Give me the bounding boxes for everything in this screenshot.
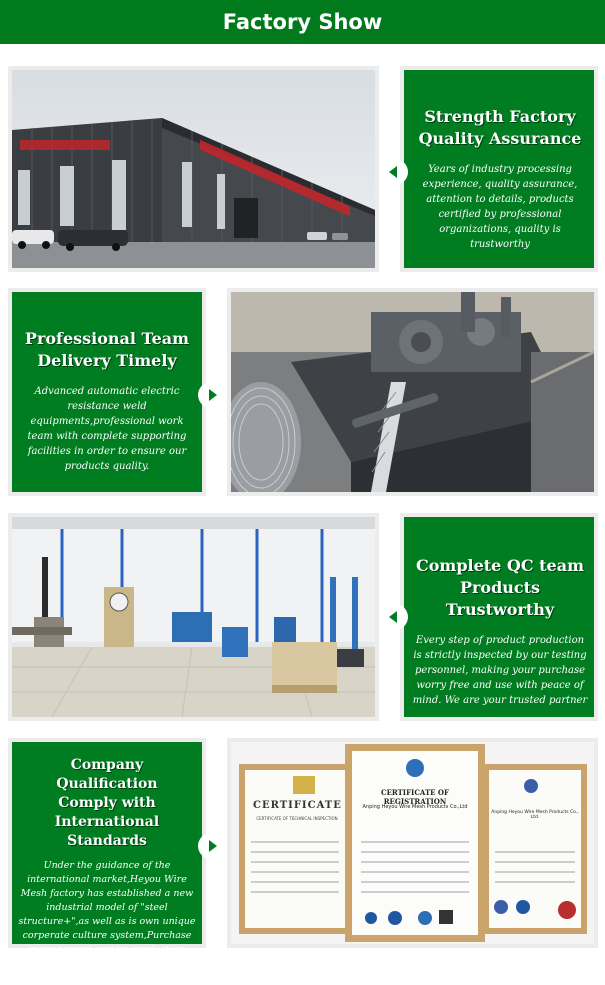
title-line-2: Delivery Timely (37, 351, 177, 370)
title-line-1: Complete QC team (415, 556, 585, 575)
panel-body: Every step of product production is strictly inspected by our testing personnel, making your purchase worry free and use with peace of mind. We are your trusted partner (412, 635, 588, 706)
title-line-1: Strength Factory (424, 107, 576, 126)
arrow-left-icon (382, 159, 408, 185)
panel-title (414, 106, 586, 150)
header-banner (0, 0, 605, 44)
right-certificate-company: Anping Heyou Wire Mesh Products Co., Ltd. (491, 810, 579, 820)
panel-title (18, 328, 196, 372)
professional-team-panel (12, 292, 202, 492)
panel-title (412, 555, 588, 621)
strength-factory-panel (404, 70, 594, 268)
welding-machine-photo (231, 292, 594, 492)
title-line-2: Quality Assurance (418, 129, 582, 148)
left-certificate-subtitle: CERTIFICATE OF TECHNICAL INSPECTION (256, 816, 338, 821)
qc-team-panel (404, 517, 594, 717)
certificates-icon (231, 742, 594, 944)
center-certificate-company: Anping Heyou Wire Mesh Products Co.,Ltd (362, 804, 468, 810)
panel-body: Advanced automatic electric resistance weld equipments,professional work team with complete supporting facilities in order to ensure our products quality. (27, 386, 187, 472)
title-line-1: Professional Team (24, 329, 190, 348)
certificates-photo (231, 742, 594, 944)
factory-building-icon (12, 70, 375, 268)
arrow-left-icon (382, 604, 408, 630)
testing-lab-photo (12, 517, 375, 717)
center-certificate-heading: CERTIFICATE OF REGISTRATION (381, 788, 449, 806)
title-line-2: Products Trustworthy (445, 578, 555, 619)
left-certificate-heading: CERTIFICATE (253, 800, 342, 811)
panel-body: Under the guidance of the international market,Heyou Wire Mesh factory has established a new industrial model of "steel structure+",as well as is own unique corperate culture system,Purchase management system,production management system,detection system (18, 860, 196, 983)
title-line-2: Comply with International Standards (54, 795, 160, 849)
panel-body: Years of industry processing experience, quality assurance, attention to details, products certified by professional organizations, quality is trustworthy (422, 164, 578, 250)
qualification-panel (12, 742, 202, 983)
arrow-right-icon (198, 833, 224, 859)
title-line-1: Company Qualification (56, 757, 158, 792)
arrow-right-icon (198, 382, 224, 408)
testing-lab-icon (12, 517, 375, 717)
panel-title (18, 756, 196, 851)
factory-building-photo (12, 70, 375, 268)
page-title: Factory Show (222, 10, 383, 34)
welding-machine-icon (231, 292, 594, 492)
